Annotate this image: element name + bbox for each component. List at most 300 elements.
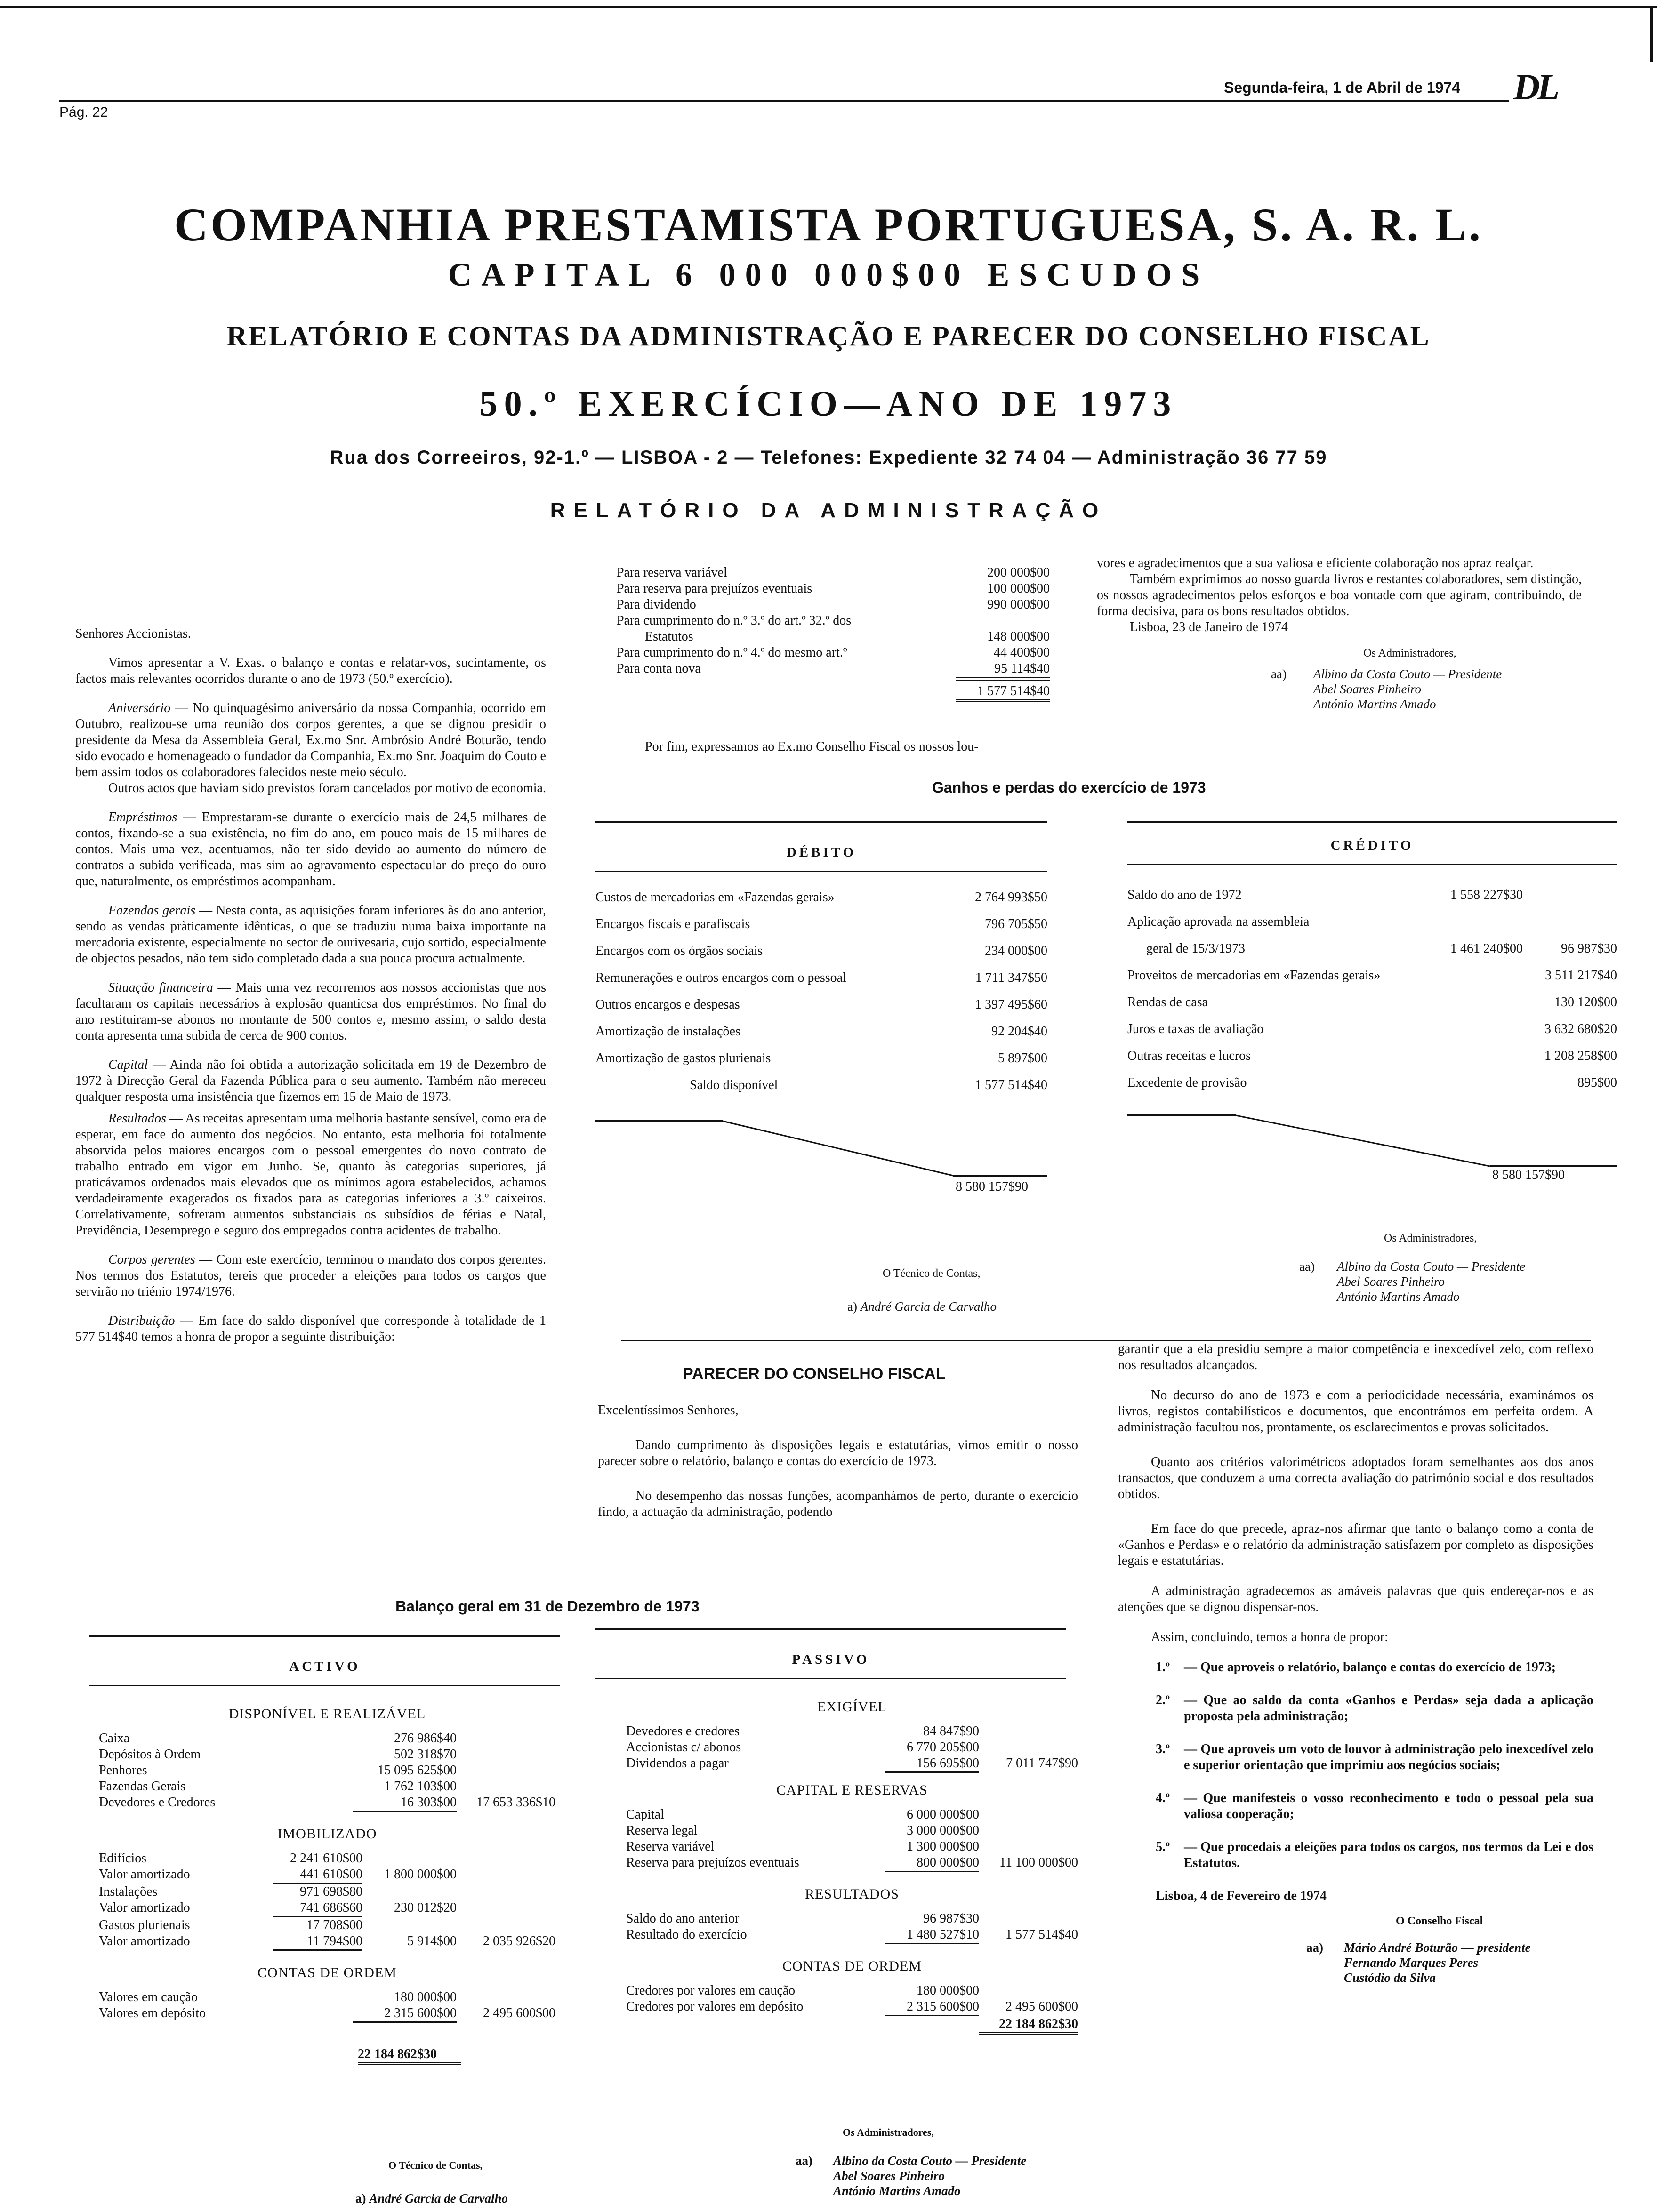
imob-label: Valor amortizado bbox=[99, 1867, 190, 1882]
company-title: COMPANHIA PRESTAMISTA PORTUGUESA, S. A. R. L. bbox=[174, 199, 1483, 251]
report-closing bbox=[1097, 555, 1582, 712]
parecer-r3: Quanto aos critérios valorimétricos adoptados foram semelhantes aos dos anos transactos, que conduzem a uma correcta avaliação do património social e dos resultados obtidos. bbox=[1118, 1455, 1593, 1501]
disp-row bbox=[99, 1731, 555, 1747]
balance-title: Balanço geral em 31 de Dezembro de 1973 bbox=[395, 1598, 700, 1615]
debit-label: Outros encargos e despesas bbox=[595, 997, 740, 1012]
disp-total bbox=[457, 1747, 555, 1763]
parecer-r1: garantir que a ela presidiu sempre a maior competência e inexcedível zelo, com reflexo nos resultados alcançados. bbox=[1118, 1342, 1593, 1372]
debit-value: 5 897$00 bbox=[998, 1051, 1047, 1066]
header-rule bbox=[59, 100, 1509, 102]
ord-row bbox=[99, 2005, 555, 2023]
bal-signature-2: Abel Soares Pinheiro bbox=[833, 2169, 945, 2183]
financial-heading: Situação financeira bbox=[108, 980, 213, 995]
credit-mid bbox=[1429, 1048, 1523, 1064]
credit-label: Juros e taxas de avaliação bbox=[1127, 1022, 1264, 1036]
distribution-row bbox=[617, 661, 1050, 678]
parecer-title: PARECER DO CONSELHO FISCAL bbox=[683, 1365, 946, 1383]
exig-row bbox=[626, 1739, 1078, 1755]
credit-row bbox=[1127, 1048, 1617, 1064]
distribution-label: Para dividendo bbox=[617, 597, 696, 612]
imob-total: 2 035 926$20 bbox=[483, 1934, 555, 1948]
exig-total: 7 011 747$90 bbox=[1006, 1756, 1078, 1771]
imob-net bbox=[362, 1884, 457, 1900]
exig-row bbox=[626, 1723, 1078, 1739]
exig-value: 156 695$00 bbox=[885, 1755, 979, 1773]
imob-net: 5 914$00 bbox=[407, 1934, 457, 1948]
parecer-date: Lisboa, 4 de Fevereiro de 1974 bbox=[1156, 1889, 1327, 1903]
debit-row bbox=[595, 970, 1047, 986]
distribution-label: Para cumprimento do n.º 3.º do art.º 32.º dos bbox=[617, 613, 852, 628]
gp-aa: aa) bbox=[1299, 1259, 1315, 1274]
passivo-block bbox=[626, 1699, 1078, 2035]
exig-value: 6 770 205$00 bbox=[907, 1740, 979, 1755]
imob-heading: IMOBILIZADO bbox=[277, 1826, 377, 1842]
address-line: Rua dos Correeiros, 92-1.º — LISBOA - 2 — Telefones: Expediente 32 74 04 — Administração 36 77 59 bbox=[330, 447, 1327, 468]
proposal-text: — Que manifesteis o vosso reconhecimento e todo o pessoal pela sua valiosa cooperação; bbox=[1184, 1791, 1593, 1821]
credit-value: 3 632 680$20 bbox=[1544, 1022, 1617, 1036]
distribution-value bbox=[956, 613, 1050, 629]
debit-label: Encargos fiscais e parafiscais bbox=[595, 917, 750, 931]
res-label: Saldo do ano anterior bbox=[626, 1911, 740, 1926]
credit-heading: CRÉDITO bbox=[1330, 838, 1414, 853]
disp-total: 17 653 336$10 bbox=[476, 1795, 555, 1810]
disp-label: Devedores e Credores bbox=[99, 1795, 216, 1810]
debit-label: Remunerações e outros encargos com o pessoal bbox=[595, 970, 846, 985]
distribution-value: 200 000$00 bbox=[987, 565, 1050, 580]
page-number: Pág. 22 bbox=[59, 104, 108, 120]
bal-tec-label: O Técnico de Contas, bbox=[388, 2159, 483, 2171]
bal-admin-signatures bbox=[796, 2153, 1026, 2198]
imob-row bbox=[99, 1867, 555, 1884]
admins-label: Os Administradores, bbox=[1363, 647, 1456, 659]
capr-label: Reserva variável bbox=[626, 1839, 715, 1854]
distribution-row bbox=[617, 597, 1050, 613]
issue-date: Segunda-feira, 1 de Abril de 1974 bbox=[1224, 79, 1461, 96]
pord-row bbox=[626, 1983, 1078, 1999]
loans-paragraph bbox=[75, 809, 546, 890]
bal-tec-aa: a) bbox=[355, 2191, 366, 2205]
res-row bbox=[626, 1911, 1078, 1927]
closing-line: Por fim, expressamos ao Ex.mo Conselho Fiscal os nossos lou- bbox=[645, 739, 979, 754]
distribution-total: 1 577 514$40 bbox=[956, 680, 1050, 702]
disp-row bbox=[99, 1763, 555, 1779]
debit-label: Saldo disponível bbox=[690, 1078, 778, 1092]
debit-value: 234 000$00 bbox=[985, 944, 1047, 958]
gp-debit-rule bbox=[595, 821, 1047, 823]
admin-signature-3: António Martins Amado bbox=[1313, 697, 1436, 711]
distribution-row bbox=[617, 581, 1050, 597]
council-signature-1: Mário André Boturão — presidente bbox=[1344, 1940, 1531, 1955]
imob-total bbox=[457, 1917, 555, 1933]
passivo-total: 22 184 862$30 bbox=[979, 2016, 1078, 2035]
disp-row bbox=[99, 1747, 555, 1763]
ord-label: Valores em caução bbox=[99, 1990, 198, 2004]
proposal-item bbox=[1118, 1741, 1593, 1773]
capr-row bbox=[626, 1807, 1078, 1823]
credit-row bbox=[1127, 1075, 1617, 1091]
closing-date: Lisboa, 23 de Janeiro de 1974 bbox=[1130, 620, 1288, 634]
debit-row bbox=[595, 1077, 1047, 1093]
activo-head-rule bbox=[89, 1685, 560, 1686]
aa-label: aa) bbox=[1271, 667, 1287, 681]
imob-total bbox=[457, 1851, 555, 1867]
council-signature-3: Custódio da Silva bbox=[1344, 1971, 1436, 1985]
imob-label: Instalações bbox=[99, 1884, 158, 1899]
credit-value: 895$00 bbox=[1577, 1075, 1617, 1090]
bal-signature-3: António Martins Amado bbox=[833, 2184, 961, 2198]
ord-value: 180 000$00 bbox=[394, 1990, 457, 2004]
credit-value: 130 120$00 bbox=[1554, 995, 1617, 1010]
exig-heading: EXIGÍVEL bbox=[817, 1699, 887, 1715]
distribution-label: Para cumprimento do n.º 4.º do mesmo art.º bbox=[617, 645, 847, 660]
distribution-table bbox=[617, 565, 1050, 702]
gp-admins-label: Os Administradores, bbox=[1384, 1232, 1477, 1244]
capr-heading: CAPITAL E RESERVAS bbox=[776, 1782, 928, 1798]
distribution-label: Para reserva para prejuízos eventuais bbox=[617, 581, 812, 596]
gp-signature-1: Albino da Costa Couto — Presidente bbox=[1337, 1259, 1526, 1274]
res-total bbox=[979, 1911, 1078, 1927]
pord-label: Credores por valores em caução bbox=[626, 1983, 796, 1998]
imob-net: 230 012$20 bbox=[394, 1900, 457, 1915]
exig-total bbox=[979, 1723, 1078, 1739]
capr-label: Reserva para prejuízos eventuais bbox=[626, 1855, 799, 1870]
pord-heading: CONTAS DE ORDEM bbox=[782, 1958, 922, 1974]
exig-label: Dividendos a pagar bbox=[626, 1756, 729, 1771]
res-value: 1 480 527$10 bbox=[885, 1927, 979, 1944]
bal-admins-label: Os Administradores, bbox=[843, 2126, 934, 2138]
passivo-rule bbox=[595, 1628, 1066, 1630]
credit-row bbox=[1127, 1021, 1617, 1037]
exig-row bbox=[626, 1755, 1078, 1773]
debit-closing-lines bbox=[595, 1111, 1047, 1186]
disp-label: Depósitos à Ordem bbox=[99, 1747, 201, 1762]
anniversary-paragraph-2: Outros actos que haviam sido previstos foram cancelados por motivo de economia. bbox=[108, 781, 546, 795]
proposal-item bbox=[1118, 1839, 1593, 1871]
proposal-text: — Que procedais a eleições para todos os cargos, nos termos da Lei e dos Estatutos. bbox=[1184, 1840, 1593, 1870]
imob-net bbox=[362, 1851, 457, 1867]
parecer-p2: No desempenho das nossas funções, acompanhámos de perto, durante o exercício findo, a actuação da administração, podendo bbox=[598, 1489, 1078, 1519]
credit-row bbox=[1127, 914, 1617, 930]
results-heading: Resultados bbox=[108, 1111, 166, 1126]
gp-tec-label: O Técnico de Contas, bbox=[883, 1267, 981, 1280]
gp-admin-signatures bbox=[1299, 1259, 1525, 1304]
dl-logo: DL bbox=[1513, 66, 1557, 107]
proposal-text: — Que aproveis um voto de louvor à administração pelo inexcedível zelo e superior orientação que imprimiu aos negócios sociais; bbox=[1184, 1742, 1593, 1772]
distribution-value: 100 000$00 bbox=[987, 581, 1050, 596]
imob-gross: 11 794$00 bbox=[273, 1933, 362, 1951]
disp-heading: DISPONÍVEL E REALIZÁVEL bbox=[228, 1706, 426, 1722]
exig-label: Accionistas c/ abonos bbox=[626, 1740, 741, 1755]
activo-block bbox=[99, 1706, 555, 2065]
distribution-value: 95 114$40 bbox=[956, 661, 1050, 678]
imob-total bbox=[457, 1884, 555, 1900]
distribution-value: 148 000$00 bbox=[987, 629, 1050, 644]
distribution-label: Para reserva variável bbox=[617, 565, 727, 580]
imob-net bbox=[362, 1917, 457, 1933]
bal-aa: aa) bbox=[796, 2154, 812, 2168]
imob-row bbox=[99, 1933, 555, 1951]
imob-net: 1 800 000$00 bbox=[384, 1867, 457, 1882]
results-text: — As receitas apresentam uma melhoria bastante sensível, como era de esperar, em face do aumento dos negócios. No entanto, esta melhoria foi totalmente absorvida pelos maiores encargos com o pessoal emergentes do novo contrato de trabalho entrado em vigor em Junho. Se, quanto às categorias superiores, já praticávamos ordenados mais elevados que os mínimos agora estabelecidos, achamos verdadeiramente exagerados os fixados para as categorias inferiores a 3.º caixeiros. Correlativamente, sofreram aumentos substanciais os subsídios de férias e Natal, Previdência, Desemprego e seguro dos empregados contra acidentes de trabalho. bbox=[75, 1111, 546, 1238]
proposal-number: 1.º bbox=[1156, 1660, 1170, 1675]
credit-row bbox=[1127, 968, 1617, 984]
disp-value: 16 303$00 bbox=[353, 1795, 457, 1812]
credit-label: Saldo do ano de 1972 bbox=[1127, 888, 1242, 902]
distribution-value: 990 000$00 bbox=[987, 597, 1050, 612]
credit-value bbox=[1523, 914, 1617, 930]
bal-tec-signature bbox=[355, 2191, 508, 2206]
ord-row bbox=[99, 1989, 555, 2005]
parecer-r4: Em face do que precede, apraz-nos afirmar que tanto o balanço como a conta de «Ganhos e Perdas» e o relatório da administração satisfazem por completo as disposições legais e estatutárias. bbox=[1118, 1522, 1593, 1568]
proposal-item bbox=[1118, 1659, 1593, 1675]
goods-paragraph bbox=[75, 903, 546, 967]
exig-value: 84 847$90 bbox=[923, 1724, 979, 1739]
disp-label: Caixa bbox=[99, 1731, 130, 1746]
admin-signature-2: Abel Soares Pinheiro bbox=[1313, 682, 1421, 696]
credit-closing-lines bbox=[1127, 1106, 1617, 1177]
closing-p1: vores e agradecimentos que a sua valiosa e eficiente colaboração nos apraz realçar. bbox=[1097, 556, 1534, 570]
council-label: O Conselho Fiscal bbox=[1396, 1915, 1483, 1927]
proposal-item bbox=[1118, 1790, 1593, 1822]
parecer-left bbox=[598, 1403, 1078, 1520]
right-edge-mark bbox=[1650, 6, 1653, 62]
bodies-text: — Com este exercício, terminou o mandato dos corpos gerentes. Nos termos dos Estatutos, tereis que proceder a eleições para todos os cargos que servirão no triénio 1974/1976. bbox=[75, 1252, 546, 1299]
exig-total bbox=[979, 1739, 1078, 1755]
debit-value: 2 764 993$50 bbox=[975, 890, 1047, 905]
imob-gross: 741 686$60 bbox=[273, 1900, 362, 1917]
imob-total bbox=[457, 1867, 555, 1884]
capr-total: 11 100 000$00 bbox=[999, 1855, 1078, 1870]
anniversary-paragraph bbox=[75, 700, 546, 780]
gp-tec-signature bbox=[847, 1299, 997, 1314]
capr-label: Reserva legal bbox=[626, 1823, 698, 1838]
debit-label: Amortização de instalações bbox=[595, 1024, 740, 1039]
parecer-salutation: Excelentíssimos Senhores, bbox=[598, 1403, 739, 1418]
debit-heading: DÉBITO bbox=[786, 845, 857, 860]
imob-row bbox=[99, 1851, 555, 1867]
distribution-label: Para conta nova bbox=[617, 661, 701, 676]
pord-value: 180 000$00 bbox=[917, 1983, 979, 1998]
distribution-row bbox=[617, 629, 1050, 645]
credit-head-rule bbox=[1127, 864, 1617, 865]
credit-value: 3 511 217$40 bbox=[1545, 968, 1617, 983]
capr-row bbox=[626, 1823, 1078, 1839]
gp-title: Ganhos e perdas do exercício de 1973 bbox=[932, 779, 1206, 796]
credit-value: 96 987$30 bbox=[1561, 941, 1617, 956]
imob-gross: 17 708$00 bbox=[306, 1918, 362, 1932]
credit-label: Outras receitas e lucros bbox=[1127, 1049, 1251, 1063]
proposal-number: 4.º bbox=[1156, 1791, 1170, 1805]
financial-paragraph bbox=[75, 980, 546, 1044]
activo-total: 22 184 862$30 bbox=[358, 2046, 461, 2065]
parecer-r6: Assim, concluindo, temos a honra de propor: bbox=[1151, 1630, 1388, 1644]
council-signature-2: Fernando Marques Peres bbox=[1344, 1956, 1479, 1970]
loans-text: — Emprestaram-se durante o exercício mais de 24,5 milhares de contos, fixando-se a sua existência, no fim do ano, em pouco mais de 15 milhares de contos. Mais uma vez, acentuamos, não ter sido devido ao aumento do número de contratos a subida verificada, mas sim ao agravamento espectacular do preço do ouro que, naturalmente, os empréstimos acompanham. bbox=[75, 810, 546, 889]
passivo-head-rule bbox=[595, 1678, 1066, 1679]
proposal-number: 3.º bbox=[1156, 1742, 1170, 1756]
debit-row bbox=[595, 916, 1047, 932]
debit-head-rule bbox=[595, 871, 1047, 872]
disp-label: Penhores bbox=[99, 1763, 147, 1778]
credit-mid: 1 558 227$30 bbox=[1450, 888, 1523, 902]
gp-signature-2: Abel Soares Pinheiro bbox=[1337, 1274, 1445, 1289]
disp-total bbox=[457, 1779, 555, 1795]
loans-heading: Empréstimos bbox=[108, 810, 177, 825]
gp-signature-3: António Martins Amado bbox=[1337, 1290, 1460, 1304]
report-title: RELATÓRIO E CONTAS DA ADMINISTRAÇÃO E PARECER DO CONSELHO FISCAL bbox=[226, 321, 1431, 352]
capr-total bbox=[979, 1807, 1078, 1823]
pord-value: 2 315 600$00 bbox=[885, 1999, 979, 2016]
capital-heading: Capital bbox=[108, 1058, 148, 1072]
parecer-p1: Dando cumprimento às disposições legais e estatutárias, vimos emitir o nosso parecer sobre o relatório, balanço e contas do exercício de 1973. bbox=[598, 1438, 1078, 1468]
capr-value: 1 300 000$00 bbox=[907, 1839, 979, 1854]
imob-row bbox=[99, 1884, 555, 1900]
imob-gross: 2 241 610$00 bbox=[290, 1851, 362, 1866]
council-aa: aa) bbox=[1306, 1940, 1323, 1955]
bal-signature-1: Albino da Costa Couto — Presidente bbox=[833, 2154, 1027, 2168]
salutation: Senhores Accionistas. bbox=[75, 626, 191, 641]
debit-value: 92 204$40 bbox=[991, 1024, 1047, 1039]
financial-text: — Mais uma vez recorremos aos nossos accionistas que nos facultaram os capitais necessários à explosão quanticsa dos empréstimos. No final do ano restituiram-se abonos no montante de 500 contos e, mesmo assim, o saldo desta conta apresenta uma subida de cerca de 900 contos. bbox=[75, 980, 546, 1043]
admin-signature-1: Albino da Costa Couto — Presidente bbox=[1313, 667, 1502, 681]
bal-tec-name: André Garcia de Carvalho bbox=[369, 2191, 508, 2205]
debit-label: Amortização de gastos plurienais bbox=[595, 1051, 771, 1066]
distribution-row bbox=[617, 613, 1050, 629]
imob-total bbox=[457, 1900, 555, 1917]
credit-list bbox=[1127, 887, 1617, 1102]
intro-paragraph: Vimos apresentar a V. Exas. o balanço e contas e relatar-vos, sucintamente, os factos mais relevantes ocorridos durante o ano de 1973 (50.º exercício). bbox=[75, 656, 546, 686]
disp-total bbox=[457, 1763, 555, 1779]
imob-label: Edifícios bbox=[99, 1851, 147, 1866]
distribution-paragraph bbox=[75, 1313, 546, 1345]
credit-mid bbox=[1429, 1021, 1523, 1037]
section-title: RELATÓRIO DA ADMINISTRAÇÃO bbox=[550, 499, 1107, 522]
anniversary-text: — No quinquagésimo aniversário da nossa Companhia, ocorrido em Outubro, realizou-se uma reunião dos corpos gerentes, a que se dignou presidir o presidente da Mesa da Assembleia Geral, Ex.mo Snr. Ambrósio André Boturão, tendo sido evocado e homenageado o fundador da Companhia, Ex.mo Snr. Joaquim do Couto e bem assim todos os colaboradores falecidos neste meio século. bbox=[75, 701, 546, 779]
res-total: 1 577 514$40 bbox=[1005, 1927, 1078, 1942]
imob-row bbox=[99, 1900, 555, 1917]
debit-label: Custos de mercadorias em «Fazendas gerais» bbox=[595, 890, 835, 905]
disp-value: 1 762 103$00 bbox=[384, 1779, 457, 1794]
imob-row bbox=[99, 1917, 555, 1933]
debit-value: 1 397 495$60 bbox=[975, 997, 1047, 1012]
passivo-heading: PASSIVO bbox=[792, 1652, 870, 1667]
activo-heading: ACTIVO bbox=[289, 1659, 361, 1674]
anniversary-heading: Aniversário bbox=[108, 701, 171, 715]
distribution-label: Estatutos bbox=[645, 629, 693, 644]
ord-heading: CONTAS DE ORDEM bbox=[257, 1965, 397, 1980]
debit-row bbox=[595, 1050, 1047, 1066]
gp-tec-name: André Garcia de Carvalho bbox=[860, 1299, 997, 1314]
bodies-paragraph bbox=[75, 1252, 546, 1300]
distribution-text: — Em face do saldo disponível que corresponde à totalidade de 1 577 514$40 temos a honra de propor a seguinte distribuição: bbox=[75, 1314, 546, 1344]
parecer-r2: No decurso do ano de 1973 e com a periodicidade necessária, examinámos os livros, registos contabilísticos e documentos, que encontrámos em perfeita ordem. A administração facultou nos, prontamente, os esclarecimentos e provas solicitados. bbox=[1118, 1388, 1593, 1435]
credit-row bbox=[1127, 994, 1617, 1010]
disp-total bbox=[457, 1731, 555, 1747]
disp-row bbox=[99, 1795, 555, 1812]
debit-row bbox=[595, 997, 1047, 1013]
capr-value: 3 000 000$00 bbox=[907, 1823, 979, 1838]
res-label: Resultado do exercício bbox=[626, 1927, 747, 1942]
credit-label: Excedente de provisão bbox=[1127, 1075, 1247, 1090]
bodies-heading: Corpos gerentes bbox=[108, 1252, 195, 1267]
credit-row bbox=[1127, 941, 1617, 957]
credit-mid bbox=[1429, 1075, 1523, 1091]
credit-label: Aplicação aprovada na assembleia bbox=[1127, 914, 1310, 929]
debit-value: 1 711 347$50 bbox=[975, 970, 1047, 985]
proposal-text: — Que aproveis o relatório, balanço e contas do exercício de 1973; bbox=[1184, 1660, 1556, 1675]
pord-label: Credores por valores em depósito bbox=[626, 1999, 804, 2014]
credit-label: Rendas de casa bbox=[1127, 995, 1208, 1010]
credit-total: 8 580 157$90 bbox=[1492, 1168, 1565, 1182]
debit-value: 1 577 514$40 bbox=[975, 1078, 1047, 1092]
distribution-row bbox=[617, 645, 1050, 661]
capr-row bbox=[626, 1855, 1078, 1872]
parecer-r5: A administração agradecemos as amáveis palavras que quis endereçar-nos e as atenções que se dignou dispensar-nos. bbox=[1118, 1584, 1593, 1614]
exercise-title: 50.º EXERCÍCIO—ANO DE 1973 bbox=[479, 384, 1178, 424]
distribution-value: 44 400$00 bbox=[994, 645, 1050, 660]
proposal-text: — Que ao saldo da conta «Ganhos e Perdas» seja dada a aplicação proposta pela administração; bbox=[1184, 1693, 1593, 1723]
disp-value: 502 318$70 bbox=[394, 1747, 457, 1762]
debit-row bbox=[595, 943, 1047, 959]
imob-label: Valor amortizado bbox=[99, 1900, 190, 1915]
credit-label: geral de 15/3/1973 bbox=[1146, 941, 1245, 956]
goods-text: — Nesta conta, as aquisições foram inferiores às do ano anterior, sendo as vendas pràticamente idênticas, o que se traduziu numa baixa importante na mercadoria existente, especialmente no sector de ourivesaria, cujo sortido, especialmente de objectos pesados, não tem sido completado dada a sua pouca procura actualmente. bbox=[75, 903, 546, 966]
disp-row bbox=[99, 1779, 555, 1795]
imob-gross: 441 610$00 bbox=[273, 1867, 362, 1884]
capital-text: — Ainda não foi obtida a autorização solicitada em 19 de Dezembro de 1972 à Direcção Geral da Fazenda Pública para o seu aumento. Também não mereceu qualquer resposta uma insistência que fizemos em 15 de Maio de 1973. bbox=[75, 1058, 546, 1104]
gp-tec-aa: a) bbox=[847, 1299, 857, 1314]
exig-label: Devedores e credores bbox=[626, 1724, 740, 1739]
capital-paragraph bbox=[75, 1057, 546, 1105]
debit-row bbox=[595, 1024, 1047, 1040]
proposal-number: 2.º bbox=[1156, 1693, 1170, 1707]
results-paragraph bbox=[75, 1111, 546, 1239]
disp-value: 276 986$40 bbox=[394, 1731, 457, 1746]
gp-credit-rule bbox=[1127, 821, 1617, 823]
ord-value: 2 315 600$00 bbox=[353, 2005, 457, 2023]
ord-total bbox=[457, 1989, 555, 2005]
capr-label: Capital bbox=[626, 1807, 664, 1822]
pord-row bbox=[626, 1999, 1078, 2016]
disp-label: Fazendas Gerais bbox=[99, 1779, 186, 1794]
debit-value: 796 705$50 bbox=[985, 917, 1047, 931]
pord-total: 2 495 600$00 bbox=[1005, 1999, 1078, 2014]
top-border bbox=[0, 6, 1657, 8]
imob-label: Valor amortizado bbox=[99, 1934, 190, 1948]
capr-value: 6 000 000$00 bbox=[907, 1807, 979, 1822]
parecer-right bbox=[1118, 1341, 1593, 1985]
credit-value bbox=[1523, 887, 1617, 903]
activo-rule bbox=[89, 1635, 560, 1637]
debit-list bbox=[595, 890, 1047, 1104]
capital-line: CAPITAL 6 000 000$00 ESCUDOS bbox=[448, 257, 1209, 293]
debit-total: 8 580 157$90 bbox=[956, 1179, 1028, 1194]
capr-total bbox=[979, 1839, 1078, 1855]
res-value: 96 987$30 bbox=[923, 1911, 979, 1926]
credit-mid bbox=[1429, 968, 1523, 984]
report-column bbox=[75, 626, 546, 1345]
pord-total bbox=[979, 1983, 1078, 1999]
ord-label: Valores em depósito bbox=[99, 2006, 206, 2020]
credit-row bbox=[1127, 887, 1617, 903]
ord-total: 2 495 600$00 bbox=[483, 2006, 555, 2020]
credit-label: Proveitos de mercadorias em «Fazendas gerais» bbox=[1127, 968, 1381, 983]
capr-row bbox=[626, 1839, 1078, 1855]
debit-label: Encargos com os órgãos sociais bbox=[595, 944, 763, 958]
capr-value: 800 000$00 bbox=[885, 1855, 979, 1872]
distribution-row bbox=[617, 565, 1050, 581]
distribution-heading: Distribuição bbox=[108, 1314, 175, 1328]
